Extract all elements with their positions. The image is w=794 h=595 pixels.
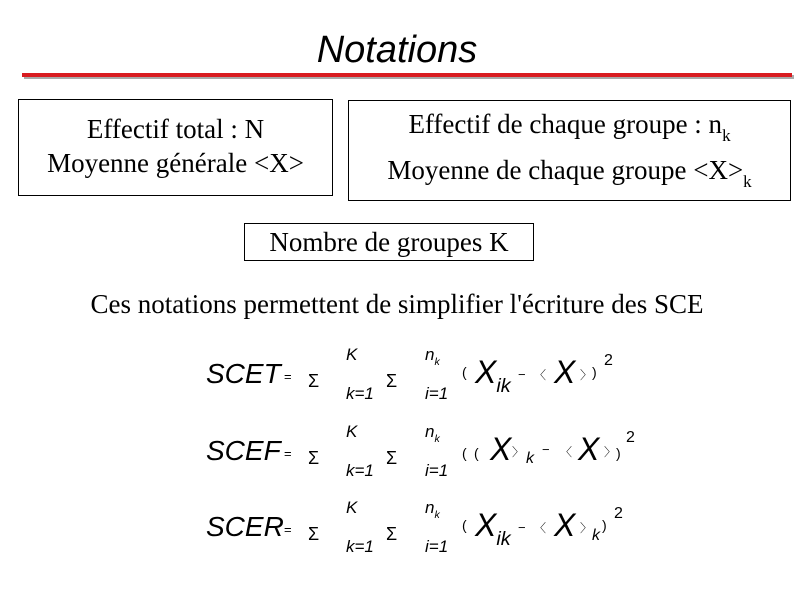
outer-sum-symbol: Σ (308, 371, 320, 391)
close-paren: ) (592, 364, 597, 380)
inner-sum-symbol: Σ (386, 448, 398, 468)
group-mean-subscript: k (743, 172, 752, 191)
close-paren: ) (616, 445, 621, 461)
equals-sign: = (284, 369, 292, 384)
outer-sum-upper-bound: K (346, 345, 358, 364)
outer-sum-upper-bound: K (346, 498, 358, 517)
inner-sum-upper-bound: $n_k$ (425, 345, 440, 368)
group-count-subscript: k (722, 126, 731, 145)
minus-sign: − (518, 367, 526, 382)
inner-sum-upper-bound: $n_k$ (425, 498, 440, 521)
open-paren: ( (462, 445, 467, 461)
squared-exponent: 2 (604, 352, 613, 369)
inner-open-paren: ( (474, 445, 479, 461)
inner-sum-upper-bound-subscript: k (434, 355, 440, 368)
sce-formulas (200, 338, 670, 558)
x-variable: X (490, 431, 512, 467)
open-angle: 〈 (534, 521, 547, 535)
outer-sum-symbol: Σ (308, 524, 320, 544)
inner-sum-lower-bound: i=1 (425, 461, 449, 480)
open-angle: 〈 (534, 368, 547, 382)
open-paren: ( (462, 517, 467, 533)
group-mean-text: Moyenne de chaque groupe <X> (387, 155, 744, 185)
outer-sum-symbol: Σ (308, 448, 320, 468)
group-mean-subscript: k (526, 450, 534, 467)
x-variable-subscript: ik (496, 374, 511, 397)
formula-row-scer (206, 498, 623, 556)
title-underline (22, 73, 792, 77)
x-mean: X (578, 431, 600, 467)
minus-sign: − (542, 442, 550, 457)
group-number-box (244, 223, 534, 261)
squared-exponent: 2 (626, 429, 635, 446)
x-variable: $X_{ik}$ (475, 507, 511, 550)
x-mean: X (554, 354, 576, 390)
formula-name: SCER (206, 511, 284, 542)
group-number-label: Nombre de groupes K (269, 227, 509, 257)
close-paren: ) (602, 517, 607, 533)
formula-row-scef (206, 422, 635, 480)
outer-sum-lower-bound: k=1 (346, 384, 374, 403)
formula-row-scet (206, 345, 613, 403)
minus-sign: − (518, 520, 526, 535)
formula-name: SCET (206, 358, 281, 389)
squared-exponent: 2 (614, 505, 623, 522)
inner-sum-symbol: Σ (386, 371, 398, 391)
inner-sum-lower-bound: i=1 (425, 384, 449, 403)
open-paren: ( (462, 364, 467, 380)
group-count-label (349, 107, 790, 153)
x-variable: $X_{ik}$ (475, 354, 511, 397)
group-notation-box (348, 100, 791, 201)
formula-name: SCEF (206, 435, 281, 466)
group-count-text: Effectif de chaque groupe : n (408, 109, 723, 139)
group-mean-close-angle: 〉 (512, 445, 525, 459)
close-angle: 〉 (580, 368, 593, 382)
inner-sum-lower-bound: i=1 (425, 537, 449, 556)
group-mean-subscript: k (592, 527, 600, 544)
close-angle: 〉 (580, 521, 593, 535)
outer-sum-lower-bound: k=1 (346, 461, 374, 480)
outer-sum-lower-bound: k=1 (346, 537, 374, 556)
close-angle: 〉 (604, 445, 617, 459)
equals-sign: = (284, 522, 292, 537)
total-notation-box (18, 99, 333, 196)
outer-sum-upper-bound: K (346, 422, 358, 441)
group-mean-label (349, 153, 790, 199)
inner-sum-upper-bound-subscript: k (434, 432, 440, 445)
equals-sign: = (284, 446, 292, 461)
x-variable-subscript: ik (496, 527, 511, 550)
inner-sum-upper-bound-subscript: k (434, 508, 440, 521)
overall-mean-label: Moyenne générale <X> (47, 148, 304, 178)
open-angle: 〈 (560, 445, 573, 459)
inner-sum-upper-bound: $n_k$ (425, 422, 440, 445)
inner-sum-symbol: Σ (386, 524, 398, 544)
explanatory-sentence: Ces notations permettent de simplifier l'écriture des SCE (90, 289, 704, 319)
slide-title: Notations (316, 29, 478, 71)
x-mean: X (554, 507, 576, 543)
total-count-label: Effectif total : N (86, 114, 265, 144)
